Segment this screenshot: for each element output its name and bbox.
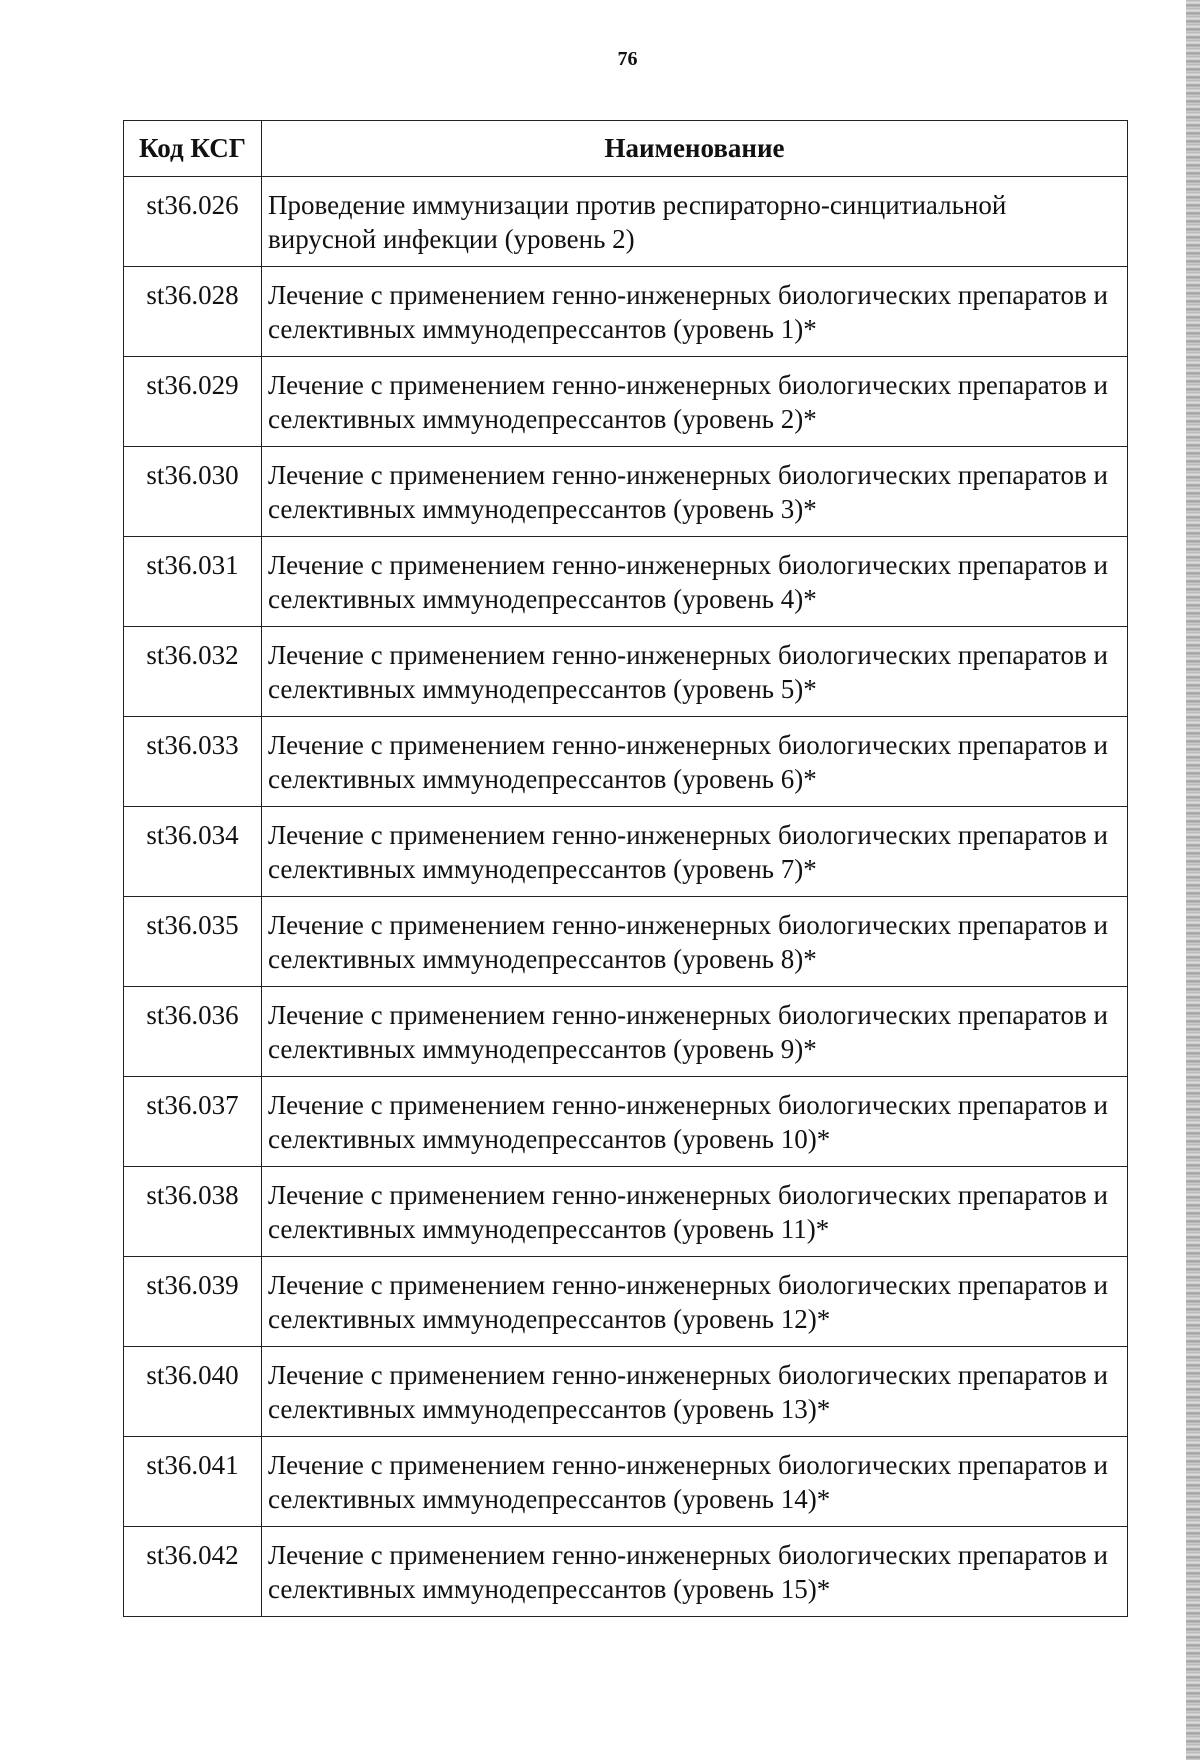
header-code: Код КСГ — [124, 121, 262, 177]
row-name: Лечение с применением генно-инженерных биологических препаратов и селективных иммунодепрессантов (уровень 7)* — [262, 807, 1128, 897]
row-name: Лечение с применением генно-инженерных биологических препаратов и селективных иммунодепрессантов (уровень 15)* — [262, 1527, 1128, 1617]
table-row — [124, 267, 1128, 357]
row-name: Лечение с применением генно-инженерных биологических препаратов и селективных иммунодепрессантов (уровень 13)* — [262, 1347, 1128, 1437]
row-code: st36.040 — [124, 1347, 262, 1437]
row-code: st36.028 — [124, 267, 262, 357]
scan-edge — [1186, 0, 1200, 1760]
table-row — [124, 717, 1128, 807]
table-row — [124, 1437, 1128, 1527]
table-row — [124, 627, 1128, 717]
row-code: st36.029 — [124, 357, 262, 447]
table-row — [124, 897, 1128, 987]
row-code: st36.041 — [124, 1437, 262, 1527]
row-code: st36.039 — [124, 1257, 262, 1347]
row-code: st36.036 — [124, 987, 262, 1077]
table-row — [124, 987, 1128, 1077]
row-code: st36.030 — [124, 447, 262, 537]
page-number: 76 — [617, 48, 638, 70]
row-name: Лечение с применением генно-инженерных биологических препаратов и селективных иммунодепрессантов (уровень 10)* — [262, 1077, 1128, 1167]
table-row — [124, 1527, 1128, 1617]
row-code: st36.035 — [124, 897, 262, 987]
row-name: Лечение с применением генно-инженерных биологических препаратов и селективных иммунодепрессантов (уровень 4)* — [262, 537, 1128, 627]
table-row — [124, 1167, 1128, 1257]
row-name: Лечение с применением генно-инженерных биологических препаратов и селективных иммунодепрессантов (уровень 14)* — [262, 1437, 1128, 1527]
ksg-table — [123, 120, 1128, 1617]
row-name: Лечение с применением генно-инженерных биологических препаратов и селективных иммунодепрессантов (уровень 2)* — [262, 357, 1128, 447]
table-header-row — [124, 121, 1128, 177]
table-row — [124, 537, 1128, 627]
table-row — [124, 1077, 1128, 1167]
row-code: st36.034 — [124, 807, 262, 897]
table-row — [124, 807, 1128, 897]
row-name: Лечение с применением генно-инженерных биологических препаратов и селективных иммунодепрессантов (уровень 3)* — [262, 447, 1128, 537]
table-row — [124, 177, 1128, 267]
row-code: st36.042 — [124, 1527, 262, 1617]
row-code: st36.031 — [124, 537, 262, 627]
header-name: Наименование — [262, 121, 1128, 177]
row-code: st36.033 — [124, 717, 262, 807]
row-name: Лечение с применением генно-инженерных биологических препаратов и селективных иммунодепрессантов (уровень 11)* — [262, 1167, 1128, 1257]
row-name: Лечение с применением генно-инженерных биологических препаратов и селективных иммунодепрессантов (уровень 5)* — [262, 627, 1128, 717]
row-name: Лечение с применением генно-инженерных биологических препаратов и селективных иммунодепрессантов (уровень 8)* — [262, 897, 1128, 987]
table-body — [124, 177, 1128, 1617]
row-name: Лечение с применением генно-инженерных биологических препаратов и селективных иммунодепрессантов (уровень 12)* — [262, 1257, 1128, 1347]
table-row — [124, 1347, 1128, 1437]
row-code: st36.037 — [124, 1077, 262, 1167]
row-code: st36.026 — [124, 177, 262, 267]
row-code: st36.032 — [124, 627, 262, 717]
row-code: st36.038 — [124, 1167, 262, 1257]
row-name: Проведение иммунизации против респираторно-синцитиальной вирусной инфекции (уровень 2) — [262, 177, 1128, 267]
table-row — [124, 357, 1128, 447]
table-row — [124, 1257, 1128, 1347]
row-name: Лечение с применением генно-инженерных биологических препаратов и селективных иммунодепрессантов (уровень 6)* — [262, 717, 1128, 807]
row-name: Лечение с применением генно-инженерных биологических препаратов и селективных иммунодепрессантов (уровень 9)* — [262, 987, 1128, 1077]
row-name: Лечение с применением генно-инженерных биологических препаратов и селективных иммунодепрессантов (уровень 1)* — [262, 267, 1128, 357]
table-row — [124, 447, 1128, 537]
